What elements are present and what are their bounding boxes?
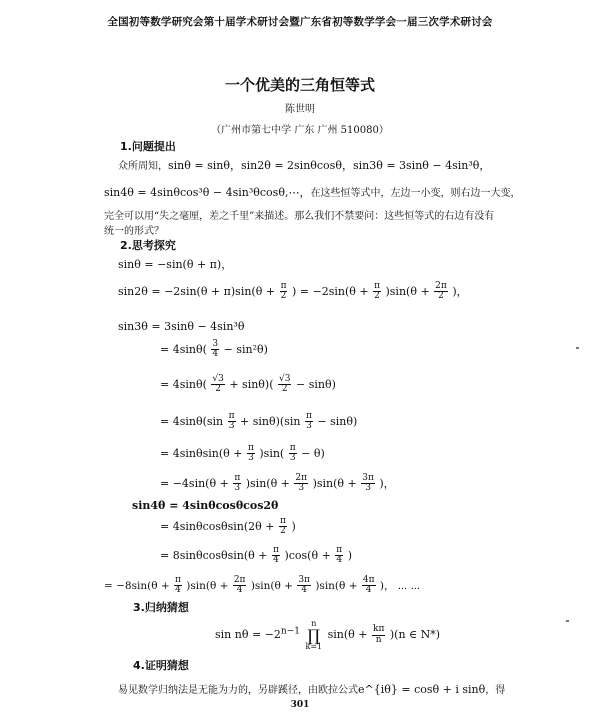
page-number: 301 bbox=[290, 700, 310, 710]
paragraph-proof: 易见数学归纳法是无能为力的，另辟蹊径，由欧拉公式e^{iθ} = cosθ + i sinθ，得 bbox=[118, 683, 506, 696]
fraction: $\frac{2\pi}{2}$ bbox=[435, 281, 447, 302]
equation-11: = 8sinθcosθsin(θ + $\frac{\pi}{4}$ )cos(θ + $\frac{\pi}{4}$ ) bbox=[160, 545, 353, 566]
equation-1: sinθ = −sin(θ + π)， bbox=[118, 258, 233, 271]
fraction: $\frac{√3}{2}$ bbox=[212, 374, 224, 395]
fraction: $\frac{k\pi}{n}$ bbox=[372, 624, 385, 645]
paragraph-question: 完全可以用“失之毫厘，差之千里”来描述。那么我们不禁要问：这些恒等式的右边有没有 bbox=[104, 211, 495, 222]
section-heading-4: 4.证明猜想 bbox=[133, 659, 189, 672]
paragraph-sin4: sin4θ = 4sinθcos³θ − 4sin³θcosθ,⋯，在这些恒等式中，左边一小变，则右边一大变， bbox=[104, 186, 521, 199]
fraction: $\frac{\pi}{4}$ bbox=[336, 545, 343, 566]
fraction: $\frac{\pi}{2}$ bbox=[280, 281, 287, 302]
paragraph-intro: 众所周知，sinθ = sinθ，sin2θ = 2sinθcosθ，sin3θ = 3sinθ − 4sin³θ， bbox=[118, 159, 491, 172]
scan-mark bbox=[576, 347, 579, 349]
equation-10: = 4sinθcosθsin(2θ + $\frac{\pi}{2}$ ) bbox=[160, 516, 296, 537]
fraction: $\frac{2\pi}{4}$ bbox=[233, 575, 246, 596]
scan-mark bbox=[566, 620, 569, 622]
equation-4: = 4sinθ( $\frac{3}{4}$ − sin²θ) bbox=[160, 339, 268, 360]
product-symbol: n ∏ k=1 bbox=[305, 619, 323, 651]
equation-7: = 4sinθsin(θ + $\frac{\pi}{3}$ )sin( $\frac{\pi}{3}$ − θ) bbox=[160, 443, 325, 464]
fraction: $\frac{3\pi}{3}$ bbox=[362, 473, 374, 494]
fraction: $\frac{4\pi}{4}$ bbox=[362, 575, 375, 596]
equation-8: = −4sin(θ + $\frac{\pi}{3}$ )sin(θ + $\frac{2\pi}{3}$ )sin(θ + $\frac{3\pi}{3}$ )， bbox=[160, 473, 395, 494]
fraction: $\frac{\pi}{4}$ bbox=[273, 545, 279, 566]
equation-9: sin4θ = 4sinθcosθcos2θ bbox=[132, 499, 279, 512]
equation-2: sin2θ = −2sin(θ + π)sin(θ + $\frac{\pi}{2}$ ) = −2sin(θ + $\frac{\pi}{2}$ )sin(θ + $\frac{2\pi}{2}$ )， bbox=[118, 281, 468, 302]
conference-header: 全国初等数学研究会第十届学术研讨会暨广东省初等数学学会一届三次学术研讨会 bbox=[107, 16, 493, 28]
fraction: $\frac{\pi}{3}$ bbox=[228, 411, 235, 432]
author-name: 陈世明 bbox=[285, 104, 315, 115]
equation-5: = 4sinθ( $\frac{√3}{2}$ + sinθ)( $\frac{√3}{2}$ − sinθ) bbox=[160, 374, 336, 395]
paper-title: 一个优美的三角恒等式 bbox=[224, 76, 375, 94]
fraction: $\frac{\pi}{2}$ bbox=[374, 281, 380, 302]
fraction: $\frac{\pi}{4}$ bbox=[175, 575, 181, 596]
section-heading-2: 2.思考探究 bbox=[120, 239, 176, 252]
fraction: $\frac{\pi}{3}$ bbox=[234, 473, 241, 494]
equation-conjecture: $\sin n\theta = -2^{n-1}$ n ∏ k=1 sin(θ + $\frac{k\pi}{n}$ )(n ∈ N*) bbox=[215, 619, 441, 651]
paragraph-question-2: 统一的形式？ bbox=[104, 226, 164, 237]
euler-formula: e^{iθ} = cosθ + i sinθ bbox=[358, 683, 486, 696]
equation-12: = −8sin(θ + $\frac{\pi}{4}$ )sin(θ + $\frac{2\pi}{4}$ )sin(θ + $\frac{3\pi}{4}$ )sin(θ + $\frac{4\pi}{4}$ )， ⋯ ⋯ bbox=[104, 575, 421, 596]
equation-3: sin3θ = 3sinθ − 4sin³θ bbox=[118, 320, 245, 333]
fraction: $\frac{\pi}{3}$ bbox=[289, 443, 296, 464]
section-heading-3: 3.归纳猜想 bbox=[133, 601, 189, 614]
fraction: $\frac{\pi}{3}$ bbox=[305, 411, 312, 432]
fraction: $\frac{\pi}{3}$ bbox=[247, 443, 254, 464]
fraction: $\frac{√3}{2}$ bbox=[279, 374, 291, 395]
section-heading-1: 1.问题提出 bbox=[120, 140, 176, 153]
fraction: $\frac{2\pi}{3}$ bbox=[295, 473, 308, 494]
fraction: $\frac{3\pi}{4}$ bbox=[298, 575, 310, 596]
equation-6: = 4sinθ(sin $\frac{\pi}{3}$ + sinθ)(sin $\frac{\pi}{3}$ − sinθ) bbox=[160, 411, 358, 432]
fraction: $\frac{3}{4}$ bbox=[212, 339, 219, 360]
author-affiliation: （广州市第七中学 广东 广州 510080） bbox=[211, 125, 389, 136]
fraction: $\frac{\pi}{2}$ bbox=[280, 516, 286, 537]
